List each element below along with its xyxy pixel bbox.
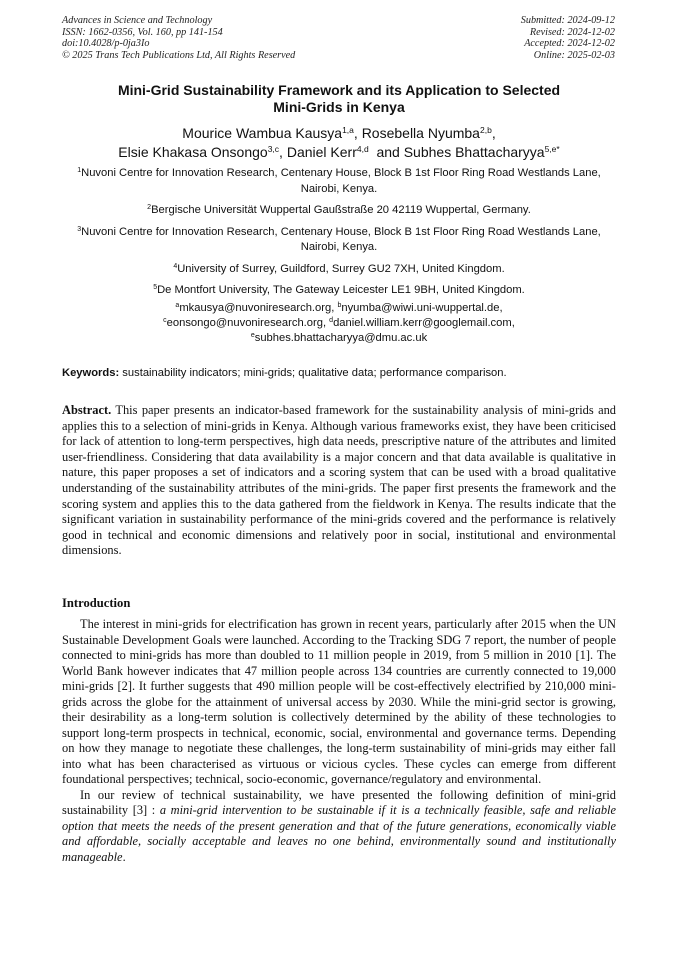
email-line-1 bbox=[70, 301, 608, 316]
journal-header-left bbox=[62, 15, 295, 61]
author-emails bbox=[70, 301, 608, 346]
keywords-text: sustainability indicators; mini-grids; qualitative data; performance comparison. bbox=[119, 367, 507, 379]
abstract-text: This paper presents an indicator-based framework for the sustainability analysis of mini-grids and applies this to a selection of mini-grids in Kenya. Although various frameworks exist, they have been criticised for lack of attention to long-term perspectives, high data needs, prescriptive nature of the attributes and limited user-friendliness. Considering that data availability is a major concern and that data available is qualitative in nature, this paper proposes a set of indicators and a scoring system that can be used with a broad qualitative understanding of the sustainability attributes of the mini-grids. The paper first presents the framework and the scoring system and applies this to the data gathered from the fieldwork in Kenya. The results indicate that the significant variation in sustainability performance of the mini-grids covered and the performance is relatively good in technical and economic dimensions and relatively poor in social, institutional and environmental dimensions. bbox=[62, 403, 616, 558]
keywords-label: Keywords: bbox=[62, 367, 120, 379]
author-name: Elsie Khakasa Onsongo bbox=[118, 144, 268, 160]
email-address[interactable]: eonsongo@nuvoniresearch.org, bbox=[166, 317, 330, 329]
author-name: Mourice Wambua Kausya bbox=[182, 125, 343, 141]
abstract bbox=[62, 403, 616, 559]
author-superscript: 5,e* bbox=[544, 144, 560, 154]
email-superscript: b bbox=[337, 302, 342, 309]
paragraph: The interest in mini-grids for electrification has grown in recent years, particularly after 2015 when the UN Sustainable Development Goals were launched. According to the Tracking SDG 7 report, the number of people connected to mini-grids has more than doubled to 11 million people in 2019, from 5 million in 2010 [1]. The World Bank however indicates that 47 million people across 134 countries are currently connected to 19,000 mini-grids [2]. It further suggests that 490 million people will be cost-effectively electrified by 210,000 mini-grids across the globe for the attainment of universal access by 2030. While the mini-grid sector is growing, their desirability as a long-term solution is collectively determined by the ability of these technologies to support long-term prospects in technical, economic, social, environmental and governance terms. Depending on how they manage to negotiate these challenges, the long-term sustainability of mini-grids may either fall into what has been characterised as virtuous or vicious cycles. These cycles can emerge from different foundational perspectives; technical, socio-economic, governance/regulatory and environmental. bbox=[62, 617, 616, 786]
email-address[interactable]: daniel.william.kerr@googlemail.com, bbox=[333, 317, 515, 329]
author-name: Subhes Bhattacharyya bbox=[403, 144, 545, 160]
keywords bbox=[62, 366, 616, 381]
affiliation-number: 3 bbox=[77, 225, 82, 233]
affiliation bbox=[70, 166, 608, 197]
author-superscript: 2,b bbox=[479, 125, 492, 135]
affiliation bbox=[70, 225, 608, 256]
submitted-date: Submitted: 2024-09-12 bbox=[520, 15, 615, 26]
email-superscript: a bbox=[175, 302, 180, 309]
author-superscript: 4,d bbox=[356, 144, 369, 154]
affiliations bbox=[70, 166, 608, 305]
email-address[interactable]: subhes.bhattacharyya@dmu.ac.uk bbox=[254, 332, 428, 344]
affiliation-number: 4 bbox=[173, 262, 178, 270]
authors-line-1 bbox=[62, 124, 616, 143]
author-separator: , bbox=[491, 125, 496, 141]
email-line-2 bbox=[70, 316, 608, 331]
authors-line-2 bbox=[62, 143, 616, 162]
revised-date: Revised: 2024-12-02 bbox=[529, 26, 615, 38]
affiliation-text: De Montfort University, The Gateway Leicester LE1 9BH, United Kingdom. bbox=[157, 284, 525, 296]
paragraph-text: . bbox=[122, 849, 126, 864]
copyright-line: © 2025 Trans Tech Publications Ltd, All Rights Reserved bbox=[62, 49, 296, 61]
title-line-1: Mini-Grid Sustainability Framework and its Application to Selected bbox=[117, 82, 561, 98]
email-superscript: d bbox=[329, 317, 334, 324]
paragraph-text: In our review of technical sustainability, we have presented the following definition of mini-grid sustainability [3] : bbox=[62, 787, 616, 817]
author-superscript: 1,a bbox=[342, 125, 354, 135]
affiliation bbox=[70, 262, 608, 278]
abstract-label: Abstract. bbox=[62, 403, 112, 417]
journal-name: Advances in Science and Technology bbox=[62, 15, 213, 26]
affiliation-number: 5 bbox=[153, 284, 158, 291]
author-separator: and bbox=[368, 144, 404, 160]
affiliation-number: 2 bbox=[147, 204, 152, 211]
affiliation-text: Bergische Universität Wuppertal Gaußstraße 20 42119 Wuppertal, Germany. bbox=[151, 204, 531, 216]
email-line-3 bbox=[70, 331, 608, 346]
journal-header-right bbox=[521, 15, 615, 61]
author-list bbox=[62, 124, 616, 162]
author-superscript: 3,c bbox=[267, 144, 280, 154]
email-superscript: e bbox=[250, 332, 255, 339]
author-name: Rosebella Nyumba bbox=[361, 125, 480, 141]
author-name: Daniel Kerr bbox=[286, 144, 357, 160]
introduction-heading: Introduction bbox=[62, 596, 131, 610]
introduction-body bbox=[62, 617, 616, 865]
affiliation-text: Nuvoni Centre for Innovation Research, Centenary House, Block B 1st Floor Ring Road Westlands Lane, Nairobi, Kenya. bbox=[81, 167, 601, 195]
paragraph bbox=[62, 788, 616, 866]
author-separator: , bbox=[353, 125, 362, 141]
affiliation bbox=[70, 203, 608, 219]
affiliation-text: Nuvoni Centre for Innovation Research, Centenary House, Block B 1st Floor Ring Road Westlands Lane, Nairobi, Kenya. bbox=[81, 225, 601, 253]
sustainability-definition: a mini-grid intervention to be sustainable if it is a technically feasible, safe and reliable option that meets the needs of the present generation and that of the future generations, economically viable and affordable, socially acceptable and leaves no one behind, environmentally sound and institutionally manageable bbox=[62, 803, 616, 864]
author-separator: , bbox=[279, 144, 287, 160]
doi-line: doi:10.4028/p-0ja3Io bbox=[62, 38, 150, 50]
email-address[interactable]: mkausya@nuvoniresearch.org, bbox=[179, 302, 338, 314]
affiliation-number: 1 bbox=[77, 167, 82, 174]
affiliation-text: University of Surrey, Guildford, Surrey GU2 7XH, United Kingdom. bbox=[177, 262, 505, 275]
paper-title bbox=[62, 82, 616, 116]
email-address[interactable]: nyumba@wiwi.uni-wuppertal.de, bbox=[341, 302, 503, 314]
issn-line: ISSN: 1662-0356, Vol. 160, pp 141-154 bbox=[62, 26, 223, 38]
affiliation bbox=[70, 283, 608, 299]
accepted-date: Accepted: 2024-12-02 bbox=[524, 38, 615, 50]
online-date: Online: 2025-02-03 bbox=[533, 49, 615, 61]
title-line-2: Mini-Grids in Kenya bbox=[273, 99, 405, 115]
email-superscript: c bbox=[163, 317, 167, 324]
